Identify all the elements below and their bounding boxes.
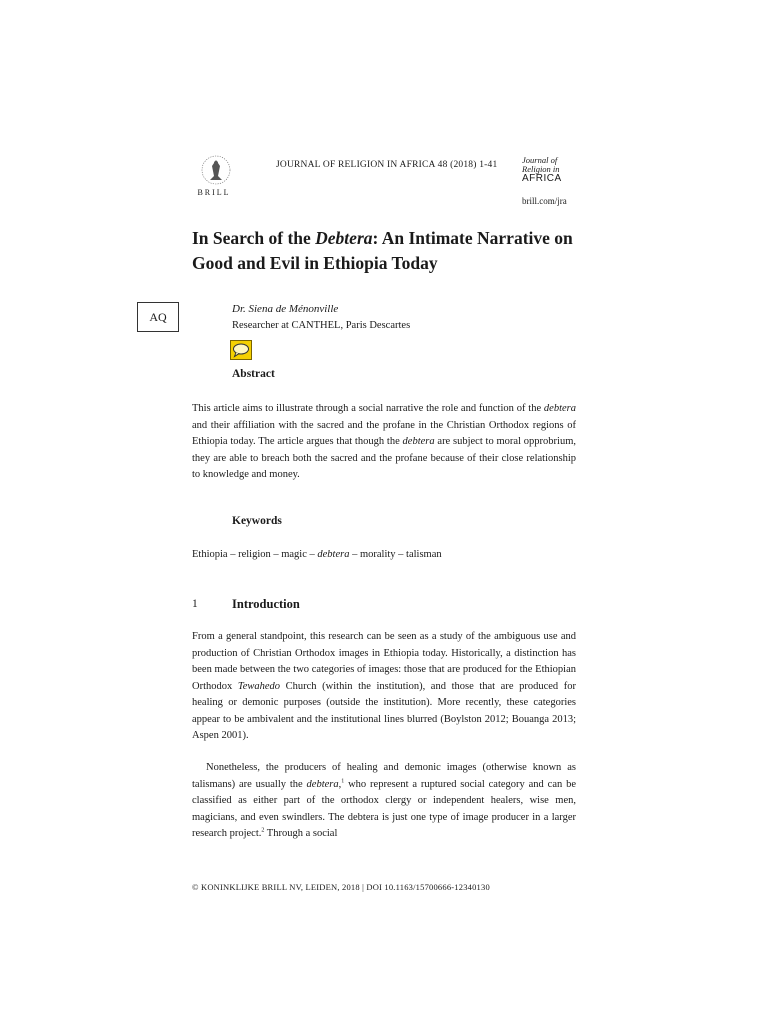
- section-title: Introduction: [232, 597, 300, 611]
- affiliation-prefix: Researcher at: [232, 320, 292, 331]
- abstract-text-4: debtera: [402, 436, 435, 447]
- intro-p2-a: Nonetheless, the producers of healing and demonic images (otherwise known as talismans) are usually the: [192, 762, 576, 790]
- section-number: 1: [192, 598, 198, 610]
- author-name: Dr. Siena de Ménonville: [232, 303, 339, 315]
- intro-p1-a: From a general standpoint, this research can be seen as a study of the ambiguous use and production of Christian Orthodox images in Ethiopia today. Historically, a distinction has been made between the two categories of images: those that are produced for the Ethiopian Orthodox: [192, 631, 576, 692]
- intro-p2-e: Through a social: [264, 828, 338, 839]
- footnote-ref-1[interactable]: 1: [341, 778, 345, 784]
- title-part2: : An Intimate Narrative on Good and Evil in Ethiopia Today: [192, 228, 573, 273]
- intro-paragraph-2: [192, 760, 576, 843]
- title-italic: Debtera: [315, 228, 373, 248]
- abstract-text-3: and their affiliation with the sacred and the profane in the Christian Orthodox regions of Ethiopia today. The article argues that though the: [192, 419, 576, 447]
- intro-p1-b: Tewahedo: [237, 680, 281, 692]
- keywords-2: debtera: [317, 549, 350, 560]
- title-part1: In Search of the: [192, 228, 316, 248]
- intro-paragraph-1: [192, 629, 576, 745]
- author-query-box[interactable]: AQ: [137, 302, 179, 332]
- intro-p2-d: who represent a ruptured social category and can be classified as either part of the orthodox clergy or independent healers, wise men, magicians, and even swindlers. The debtera is just one type of image producer in a larger research project.: [192, 778, 576, 839]
- copyright-footer: © KONINKLIJKE BRILL NV, LEIDEN, 2018 | DOI 10.1163/15700666-12340130: [192, 882, 490, 892]
- abstract-heading: Abstract: [232, 368, 275, 380]
- abstract-text-5: are subject to moral opprobrium, they are able to breach both the sacred and the profane because of their close relationship to knowledge and money.: [192, 436, 577, 480]
- keywords-heading: Keywords: [232, 515, 282, 527]
- keywords-list: [192, 549, 442, 560]
- abstract-text-2: debtera: [543, 403, 576, 414]
- journal-logo: [522, 156, 578, 183]
- intro-p2-b: debtera: [306, 778, 339, 790]
- abstract-text-1: This article aims to illustrate through a social narrative the role and function of the: [192, 403, 544, 414]
- affiliation-institution: CANTHEL: [291, 320, 341, 331]
- journal-url[interactable]: brill.com/jra: [522, 196, 567, 206]
- journal-logo-line3: AFRICA: [522, 173, 562, 184]
- abstract-text: [192, 401, 576, 484]
- intro-p1-c: Church (within the institution), and those that are produced for healing or demonic purposes (outside the institution). More recently, these categories appear to be ambivalent and the institutional lines blurred (Boylston 2012; Bouanga 2013; Aspen 2001).: [192, 680, 576, 741]
- article-title: [192, 226, 592, 276]
- affiliation-suffix: , Paris Descartes: [340, 320, 411, 331]
- publisher-name: BRILL: [197, 188, 231, 197]
- keywords-3: – morality – talisman: [349, 549, 442, 560]
- intro-p2-c: ,: [338, 778, 342, 790]
- journal-citation: JOURNAL OF RELIGION IN AFRICA 48 (2018) 1-41: [276, 160, 498, 170]
- author-affiliation: [232, 320, 410, 331]
- keywords-1: Ethiopia – religion – magic –: [192, 549, 318, 560]
- journal-logo-line1: Journal of: [522, 155, 558, 165]
- footnote-ref-2[interactable]: 2: [261, 827, 265, 834]
- comment-icon[interactable]: [230, 340, 252, 360]
- journal-logo-line2: Religion in: [522, 164, 560, 174]
